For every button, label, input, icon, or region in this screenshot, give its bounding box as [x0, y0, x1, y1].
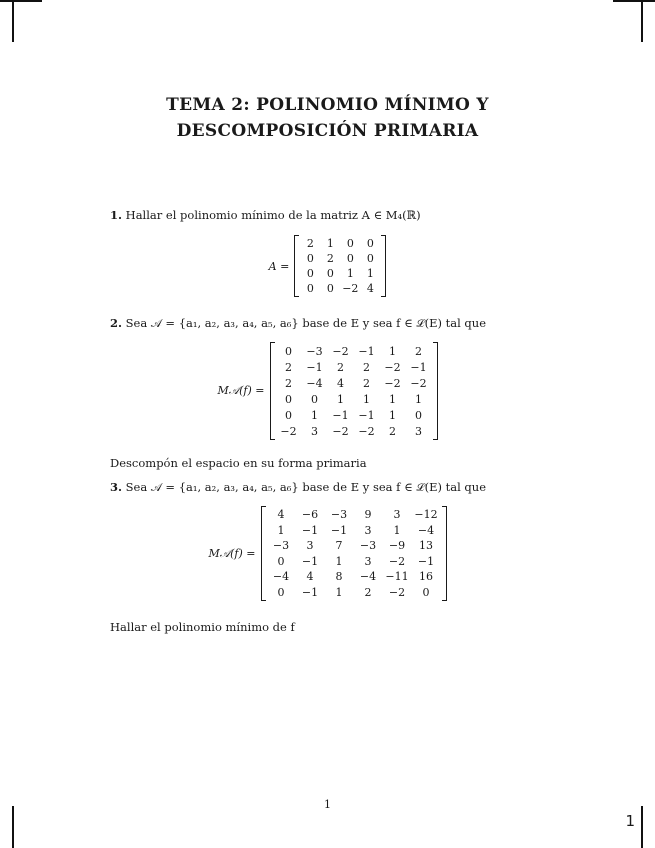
- matrix-cell: 16: [419, 570, 434, 584]
- matrix-cell: −4: [417, 523, 435, 537]
- matrix-cell: 2: [363, 360, 371, 374]
- matrix-cell: 2: [415, 344, 423, 358]
- matrix-cell: −3: [272, 539, 290, 553]
- exercise-3-instruction: Hallar el polinomio mínimo de f: [110, 620, 295, 634]
- matrix-cell: 0: [285, 344, 293, 358]
- matrix-cell: −12: [414, 508, 438, 522]
- matrix-cell: −1: [417, 554, 435, 568]
- matrix-cell: −3: [359, 539, 377, 553]
- matrix-cell: −2: [358, 424, 375, 438]
- matrix-cell: 3: [306, 539, 314, 553]
- matrix-cell: 2: [285, 360, 293, 374]
- matrix-cell: 1: [389, 392, 397, 406]
- exercise-3-number: 3.: [110, 480, 123, 494]
- exercise-2-equation: [0, 343, 655, 439]
- crop-mark-top-left-v: [12, 0, 14, 42]
- crop-mark-bottom-right-v: [641, 806, 643, 848]
- exercise-1-equation: [0, 236, 655, 296]
- matrix-cell: 0: [326, 267, 334, 280]
- matrix-cell: −1: [330, 523, 348, 537]
- matrix-cell: 3: [393, 508, 401, 522]
- matrix-cell: 2: [389, 424, 397, 438]
- matrix-row: [267, 554, 441, 570]
- matrix-cell: 0: [366, 237, 374, 250]
- matrix-cell: 8: [335, 570, 343, 584]
- matrix-cell: −1: [358, 408, 375, 422]
- exercise-3-text: Sea 𝒜 = {a₁, a₂, a₃, a₄, a₅, a₆} base de E y sea f ∈ ℒ(E) tal que: [125, 480, 487, 494]
- matrix-cell: 3: [364, 554, 372, 568]
- matrix-cell: −1: [332, 408, 349, 422]
- matrix-cell: 1: [389, 408, 397, 422]
- matrix-row: [300, 281, 380, 296]
- matrix-cell: 0: [326, 282, 334, 295]
- matrix-cell: −3: [306, 344, 323, 358]
- matrix-cell: 1: [337, 392, 345, 406]
- page-number: 1: [324, 798, 331, 811]
- matrix-cell: 1: [389, 344, 397, 358]
- exercise-1-statement: [110, 208, 421, 222]
- matrix-cell: −2: [332, 344, 349, 358]
- exercise-2-statement: [110, 316, 486, 331]
- matrix-cell: 3: [415, 424, 423, 438]
- matrix-cell: 1: [346, 267, 354, 280]
- matrix-cell: 4: [306, 570, 314, 584]
- matrix-cell: 1: [363, 392, 371, 406]
- matrix-cell: 2: [306, 237, 314, 250]
- matrix-cell: 0: [422, 585, 430, 599]
- page-title: [0, 92, 655, 144]
- matrix-cell: 2: [285, 376, 293, 390]
- matrix-cell: 1: [393, 523, 401, 537]
- matrix-cell: −11: [385, 570, 409, 584]
- matrix-cell: 4: [277, 508, 285, 522]
- matrix-cell: 0: [306, 267, 314, 280]
- matrix-cell: 1: [335, 554, 343, 568]
- matrix-cell: 0: [346, 252, 354, 265]
- matrix-cell: 9: [364, 508, 372, 522]
- exercise-2-text: Sea 𝒜 = {a₁, a₂, a₃, a₄, a₅, a₆} base de E y sea f ∈ ℒ(E) tal que: [125, 316, 487, 330]
- matrix-cell: 0: [285, 408, 293, 422]
- matrix-cell: −1: [301, 554, 319, 568]
- crop-mark-top-right-h: [613, 0, 655, 2]
- matrix-row: [300, 266, 380, 281]
- title-line-1: TEMA 2: POLINOMIO MÍNIMO Y: [166, 95, 489, 115]
- exercise-1-lhs: A =: [268, 259, 290, 273]
- matrix-cell: 2: [363, 376, 371, 390]
- matrix-cell: 1: [415, 392, 423, 406]
- matrix-cell: −1: [301, 585, 319, 599]
- matrix-cell: 0: [306, 282, 314, 295]
- crop-mark-bottom-left-v: [12, 806, 14, 848]
- crop-mark-top-left-h: [0, 0, 42, 2]
- matrix-cell: 0: [306, 252, 314, 265]
- matrix-row: [276, 375, 432, 391]
- matrix-cell: −3: [330, 508, 348, 522]
- viewer-page-number: 1: [625, 812, 635, 830]
- matrix-cell: 3: [364, 523, 372, 537]
- matrix-row: [300, 251, 380, 266]
- matrix-cell: 1: [311, 408, 319, 422]
- matrix-cell: −2: [332, 424, 349, 438]
- matrix-cell: −1: [306, 360, 323, 374]
- matrix-cell: −1: [410, 360, 427, 374]
- matrix-row: [276, 407, 432, 423]
- matrix-row: [276, 423, 432, 439]
- matrix-row: [267, 569, 441, 585]
- matrix-cell: 4: [337, 376, 345, 390]
- matrix-cell: −4: [306, 376, 323, 390]
- matrix-cell: −2: [410, 376, 427, 390]
- matrix-row: [267, 585, 441, 601]
- exercise-2-instruction: Descompón el espacio en su forma primaria: [110, 456, 367, 470]
- matrix-cell: −2: [388, 585, 406, 599]
- matrix-cell: 4: [366, 282, 374, 295]
- matrix-a: [294, 236, 386, 296]
- exercise-1-number: 1.: [110, 208, 123, 222]
- matrix-cell: −2: [388, 554, 406, 568]
- matrix-cell: −2: [280, 424, 297, 438]
- matrix-cell: −9: [388, 539, 406, 553]
- matrix-cell: 7: [335, 539, 343, 553]
- matrix-cell: 3: [311, 424, 319, 438]
- exercise-2-number: 2.: [110, 316, 123, 330]
- matrix-cell: 13: [419, 539, 434, 553]
- matrix-row: [276, 391, 432, 407]
- matrix-cell: 0: [277, 554, 285, 568]
- matrix-cell: 2: [326, 252, 334, 265]
- matrix-cell: 0: [277, 585, 285, 599]
- matrix-row: [276, 359, 432, 375]
- matrix-cell: −1: [301, 523, 319, 537]
- matrix-cell: −4: [272, 570, 290, 584]
- crop-mark-top-right-v: [641, 0, 643, 42]
- matrix-m3: [261, 507, 447, 600]
- matrix-cell: 2: [337, 360, 345, 374]
- matrix-cell: −2: [384, 376, 401, 390]
- matrix-cell: 0: [415, 408, 423, 422]
- matrix-cell: −2: [342, 282, 359, 295]
- exercise-3-equation: [0, 507, 655, 600]
- matrix-m2: [270, 343, 438, 439]
- title-line-2: DESCOMPOSICIÓN PRIMARIA: [176, 121, 479, 141]
- matrix-cell: 1: [277, 523, 285, 537]
- matrix-cell: 1: [326, 237, 334, 250]
- matrix-row: [267, 538, 441, 554]
- matrix-cell: 0: [366, 252, 374, 265]
- matrix-row: [276, 343, 432, 359]
- matrix-cell: −4: [359, 570, 377, 584]
- matrix-row: [267, 523, 441, 539]
- matrix-cell: −6: [301, 508, 319, 522]
- matrix-cell: 2: [364, 585, 372, 599]
- matrix-cell: 1: [366, 267, 374, 280]
- matrix-cell: −1: [358, 344, 375, 358]
- matrix-row: [300, 236, 380, 251]
- matrix-cell: 0: [311, 392, 319, 406]
- matrix-cell: 0: [285, 392, 293, 406]
- exercise-1-text: Hallar el polinomio mínimo de la matriz A ∈ M₄(ℝ): [125, 208, 421, 222]
- matrix-cell: −2: [384, 360, 401, 374]
- matrix-cell: 0: [346, 237, 354, 250]
- exercise-2-lhs: M𝒜(f) =: [217, 384, 265, 397]
- matrix-row: [267, 507, 441, 523]
- exercise-3-statement: [110, 480, 486, 495]
- exercise-3-lhs: M𝒜(f) =: [208, 546, 256, 560]
- matrix-cell: 1: [335, 585, 343, 599]
